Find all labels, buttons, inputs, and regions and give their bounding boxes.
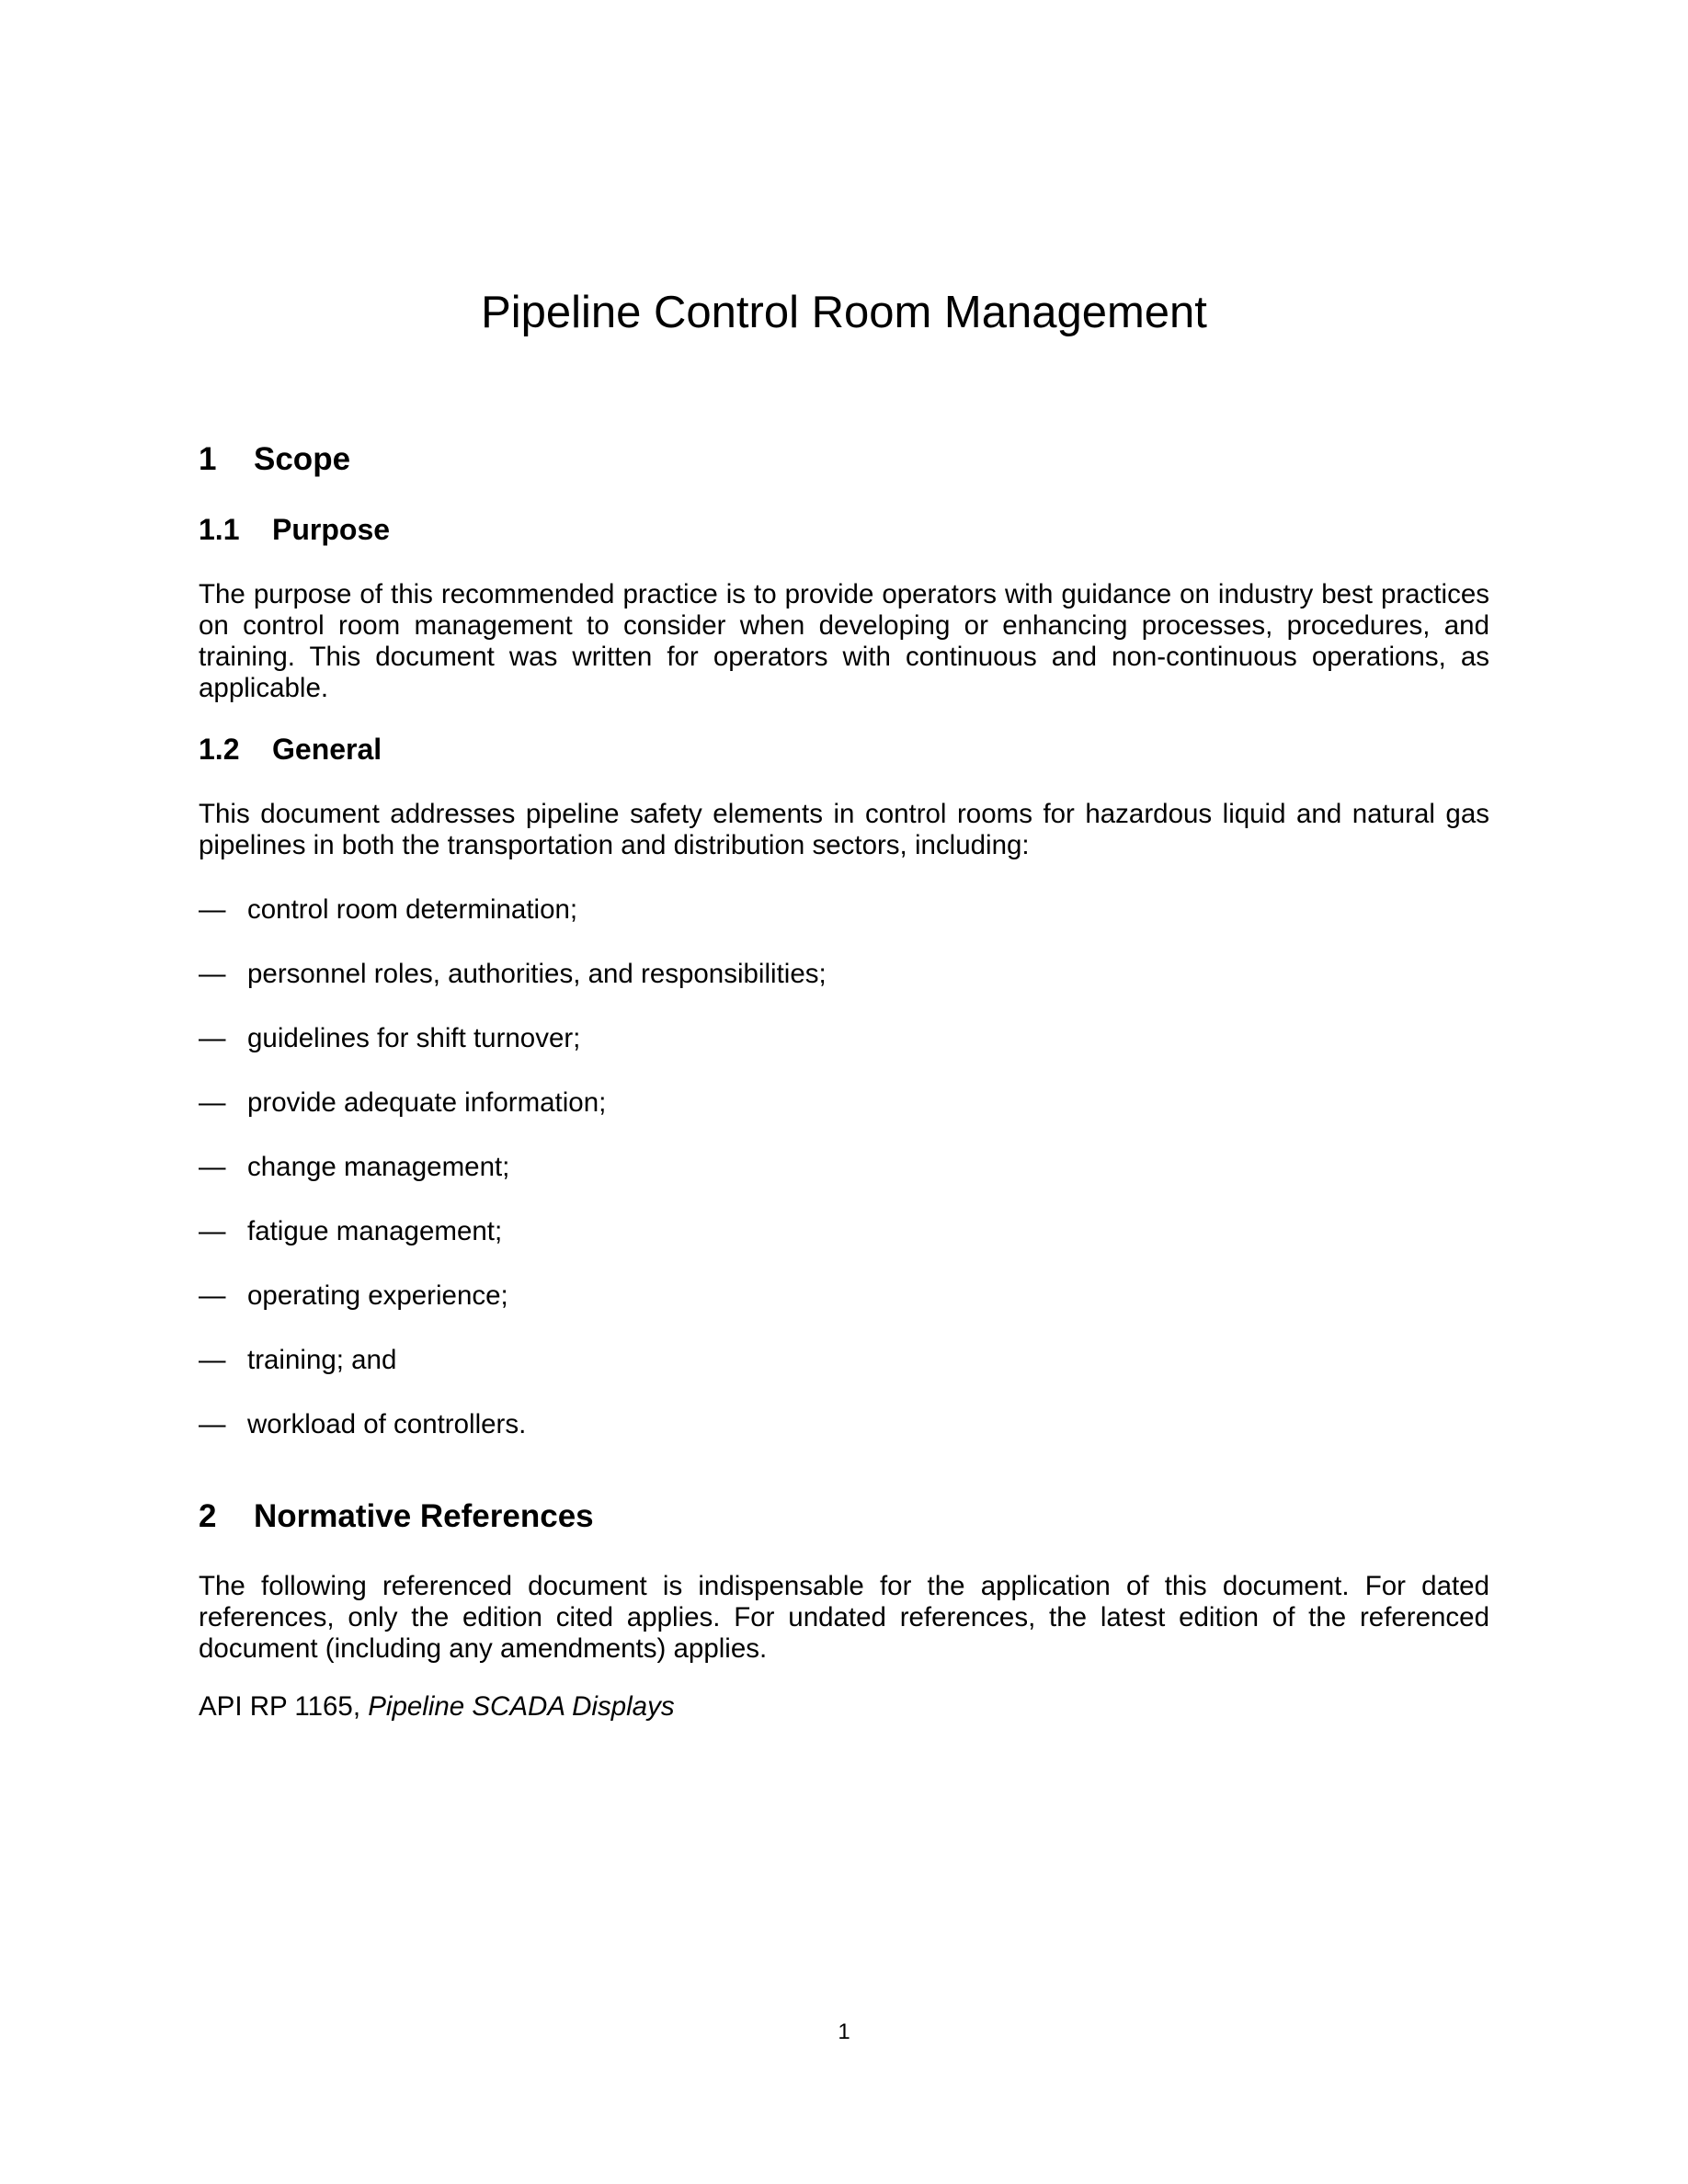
normative-references-paragraph: The following referenced document is indispensable for the application of this document. For dated references, only the edition cited applies. For undated references, the latest edition of the referenced document (including any amendments) applies.	[199, 1571, 1489, 1664]
list-item-text: control room determination;	[247, 894, 578, 925]
list-item-text: guidelines for shift turnover;	[247, 1023, 581, 1053]
dash-bullet: —	[199, 1280, 226, 1311]
list-item-text: training; and	[247, 1345, 397, 1375]
list-item	[199, 894, 1489, 959]
reference-entry	[199, 1691, 675, 1723]
section-title: Scope	[254, 441, 351, 477]
list-item	[199, 1023, 1489, 1087]
list-item	[199, 1087, 1489, 1152]
subsection-number: 1.2	[199, 733, 240, 766]
section-heading-normative-references	[199, 1496, 594, 1537]
reference-title: Pipeline SCADA Displays	[368, 1691, 675, 1722]
dash-bullet: —	[199, 1087, 226, 1118]
list-item	[199, 1409, 1489, 1473]
section-number: 1	[199, 441, 217, 477]
list-item	[199, 1345, 1489, 1409]
list-item-text: operating experience;	[247, 1280, 508, 1311]
scope-elements-list	[199, 894, 1489, 1473]
subsection-heading-purpose	[199, 511, 390, 548]
dash-bullet: —	[199, 1152, 226, 1182]
dash-bullet: —	[199, 1345, 226, 1375]
subsection-heading-general	[199, 731, 382, 768]
list-item-text: change management;	[247, 1152, 510, 1182]
section-heading-scope	[199, 439, 350, 480]
subsection-title: General	[272, 733, 382, 766]
general-paragraph: This document addresses pipeline safety elements in control rooms for hazardous liquid and natural gas pipelines in both the transportation and distribution sectors, including:	[199, 799, 1489, 860]
section-title: Normative References	[254, 1498, 594, 1534]
list-item	[199, 959, 1489, 1023]
list-item	[199, 1216, 1489, 1280]
subsection-title: Purpose	[272, 513, 391, 546]
section-number: 2	[199, 1498, 217, 1534]
dash-bullet: —	[199, 1023, 226, 1053]
list-item-text: personnel roles, authorities, and responsibilities;	[247, 959, 827, 989]
subsection-number: 1.1	[199, 513, 240, 546]
page-number: 1	[838, 2019, 850, 2044]
list-item-text: provide adequate information;	[247, 1087, 607, 1118]
list-item	[199, 1152, 1489, 1216]
dash-bullet: —	[199, 894, 226, 925]
document-title: Pipeline Control Room Management	[481, 288, 1207, 337]
list-item	[199, 1280, 1489, 1345]
dash-bullet: —	[199, 959, 226, 989]
reference-code: API RP 1165,	[199, 1691, 369, 1722]
list-item-text: fatigue management;	[247, 1216, 503, 1246]
list-item-text: workload of controllers.	[247, 1409, 527, 1439]
dash-bullet: —	[199, 1409, 226, 1439]
dash-bullet: —	[199, 1216, 226, 1246]
purpose-paragraph: The purpose of this recommended practice is to provide operators with guidance on industry best practices on control room management to consider when developing or enhancing processes, procedures, and training. This document was written for operators with continuous and non-continuous operations, as applicable.	[199, 579, 1489, 703]
